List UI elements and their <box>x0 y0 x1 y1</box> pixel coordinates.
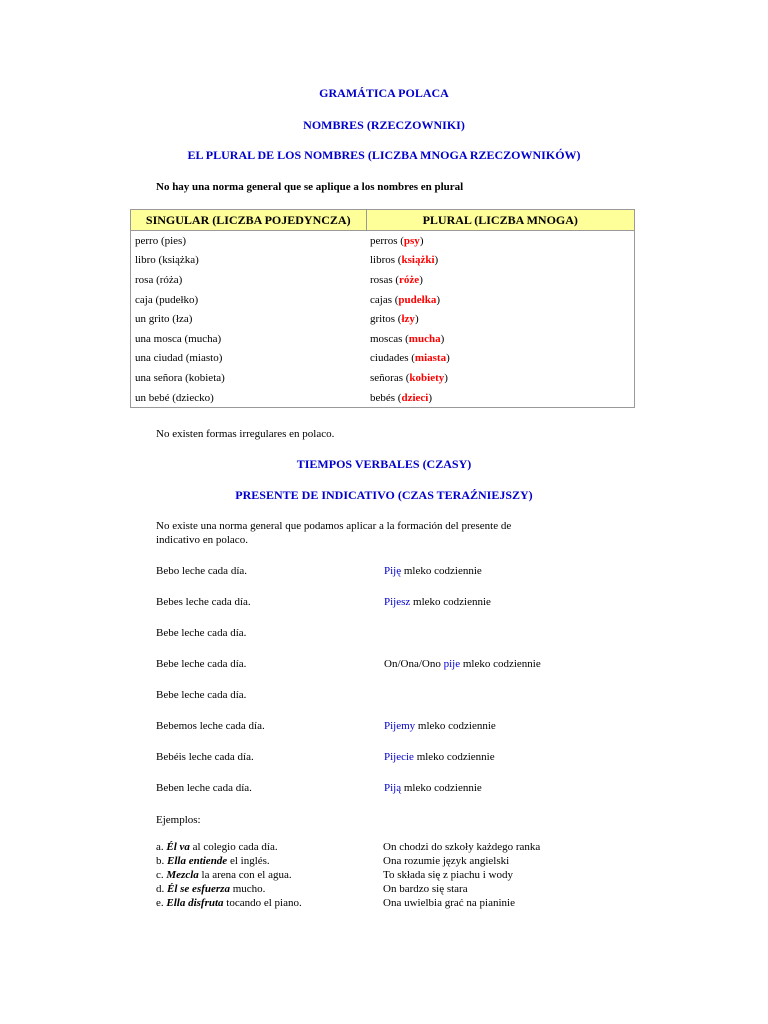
plural-polish: miasta <box>414 352 447 365</box>
plural-close: ) <box>414 313 419 326</box>
example-row <box>156 868 616 882</box>
example-spanish <box>156 868 292 882</box>
example-letter: b. <box>156 855 167 867</box>
plural-cell <box>366 251 635 271</box>
plural-cell <box>366 309 635 329</box>
example-letter: e. <box>156 897 167 909</box>
singular-cell: perro (pies) <box>135 234 187 247</box>
plural-spanish: moscas ( <box>370 332 409 345</box>
table-row <box>131 388 635 408</box>
example-rest: mucho. <box>229 883 266 895</box>
example-verb: Ella entiende <box>167 855 228 867</box>
example-polish: Ona uwielbia grać na pianinie <box>383 897 515 909</box>
plural-cell <box>366 349 635 369</box>
plural-close: ) <box>436 293 440 306</box>
verb-polish <box>384 720 496 732</box>
verb-polish <box>384 596 491 608</box>
example-rest: la arena con el agua. <box>198 869 292 881</box>
verb-spanish: Bebe leche cada día. <box>156 658 247 670</box>
singular-cell: caja (pudełko) <box>135 293 199 306</box>
example-spanish <box>156 840 278 854</box>
verb-spanish: Bebe leche cada día. <box>156 689 247 701</box>
example-polish: To składa się z piachu i wody <box>383 869 513 881</box>
plural-spanish: ciudades ( <box>370 352 415 365</box>
verb-row <box>156 627 576 641</box>
table-row <box>131 231 635 251</box>
verb-polish <box>384 751 495 763</box>
verb-spanish: Bebes leche cada día. <box>156 596 251 608</box>
verb-polish <box>384 782 482 794</box>
present-note-line-1: No existe una norma general que podamos aplicar a la formación del presente de <box>156 520 512 532</box>
plural-polish: róże <box>399 273 420 286</box>
plural-note: No hay una norma general que se aplique a los nombres en plural <box>156 181 464 193</box>
plural-close: ) <box>419 234 424 247</box>
example-polish: On bardzo się stara <box>383 883 468 895</box>
verb-spanish: Bebe leche cada día. <box>156 627 247 639</box>
example-spanish <box>156 896 302 910</box>
plural-spanish: señoras ( <box>370 371 410 384</box>
plural-cell <box>366 329 635 349</box>
plural-cell <box>366 368 635 388</box>
verb-form: Pijecie <box>384 751 414 763</box>
plural-polish: kobiety <box>409 371 445 384</box>
example-spanish <box>156 854 270 868</box>
verb-rest: mleko codziennie <box>401 782 482 794</box>
verb-rest: mleko codziennie <box>401 565 482 577</box>
verb-spanish: Beben leche cada día. <box>156 782 252 794</box>
verb-form: Piją <box>384 782 402 794</box>
singular-cell: un bebé (dziecko) <box>135 391 214 404</box>
heading-present: PRESENTE DE INDICATIVO (CZAS TERAŹNIEJSZY) <box>235 488 533 502</box>
verb-spanish: Bebéis leche cada día. <box>156 751 254 763</box>
verb-spanish: Bebo leche cada día. <box>156 565 248 577</box>
plural-table <box>130 209 635 408</box>
example-rest: tocando el piano. <box>223 897 302 909</box>
irregular-note: No existen formas irregulares en polaco. <box>156 428 335 440</box>
plural-spanish: libros ( <box>370 254 402 267</box>
verb-rest: mleko codziennie <box>410 596 491 608</box>
verb-row <box>156 596 576 610</box>
verb-prefix: On/Ona/Ono <box>384 658 444 670</box>
singular-cell: una ciudad (miasto) <box>135 352 223 365</box>
col-singular-header: SINGULAR (LICZBA POJEDYNCZA) <box>131 210 367 231</box>
verb-row <box>156 689 576 703</box>
document-title: GRAMÁTICA POLACA <box>319 86 449 100</box>
verb-form: Pijesz <box>384 596 411 608</box>
verb-rest: mleko codziennie <box>460 658 541 670</box>
table-row <box>131 270 635 290</box>
verb-rest: mleko codziennie <box>415 720 496 732</box>
example-row <box>156 854 616 868</box>
heading-tenses: TIEMPOS VERBALES (CZASY) <box>296 457 472 471</box>
plural-close: ) <box>419 273 423 286</box>
examples-list <box>156 840 616 910</box>
plural-cell <box>366 270 635 290</box>
plural-polish: mucha <box>408 332 441 345</box>
example-rest: al colegio cada día. <box>189 841 278 853</box>
examples-label: Ejemplos: <box>156 814 201 826</box>
example-letter: c. <box>156 869 167 881</box>
example-verb: Ella disfruta <box>166 897 224 909</box>
verb-form: Pijemy <box>384 720 416 732</box>
example-verb: Él se esfuerza <box>167 883 230 895</box>
plural-cell <box>366 290 635 310</box>
plural-polish: psy <box>403 234 420 247</box>
table-row <box>131 290 635 310</box>
verb-polish <box>384 658 541 670</box>
example-polish: Ona rozumie język angielski <box>383 855 510 867</box>
verb-form: Piję <box>384 565 402 577</box>
plural-close: ) <box>444 371 448 384</box>
plural-cell <box>366 388 635 408</box>
plural-spanish: gritos ( <box>370 313 402 326</box>
verb-row <box>156 720 576 734</box>
singular-cell: una señora (kobieta) <box>135 371 225 384</box>
table-row <box>131 251 635 271</box>
verb-row <box>156 782 576 796</box>
heading-nouns: NOMBRES (RZECZOWNIKI) <box>303 118 465 132</box>
plural-close: ) <box>446 352 450 365</box>
plural-polish: łzy <box>401 313 415 326</box>
singular-cell: libro (książka) <box>135 254 199 267</box>
plural-spanish: cajas ( <box>370 293 399 306</box>
example-polish: On chodzi do szkoły każdego ranka <box>383 841 541 853</box>
example-letter: d. <box>156 883 167 895</box>
example-rest: el inglés. <box>227 855 270 867</box>
table-row <box>131 329 635 349</box>
table-row <box>131 368 635 388</box>
plural-close: ) <box>428 391 433 404</box>
example-spanish <box>156 882 265 896</box>
verb-spanish: Bebemos leche cada día. <box>156 720 265 732</box>
example-verb: Mezcla <box>166 869 199 881</box>
plural-spanish: rosas ( <box>370 273 400 286</box>
plural-polish: pudełka <box>398 293 437 306</box>
singular-cell: un grito (łza) <box>135 313 193 326</box>
table-row <box>131 309 635 329</box>
example-row <box>156 882 616 896</box>
example-letter: a. <box>156 841 167 853</box>
verb-rest: mleko codziennie <box>413 751 495 763</box>
singular-cell: una mosca (mucha) <box>135 332 222 345</box>
present-note-line-2: indicativo en polaco. <box>156 534 248 546</box>
verb-row <box>156 658 576 672</box>
plural-spanish: perros ( <box>370 234 404 247</box>
table-row <box>131 349 635 369</box>
plural-close: ) <box>434 254 439 267</box>
plural-close: ) <box>440 332 445 345</box>
plural-polish: książki <box>401 254 435 267</box>
plural-spanish: bebés ( <box>370 391 402 404</box>
verb-polish <box>384 565 482 577</box>
singular-cell: rosa (róża) <box>135 273 183 286</box>
heading-plural: EL PLURAL DE LOS NOMBRES (LICZBA MNOGA RZECZOWNIKÓW) <box>187 148 581 162</box>
example-verb: Él va <box>166 841 190 853</box>
verb-form: pije <box>443 658 461 670</box>
col-plural-header: PLURAL (LICZBA MNOGA) <box>366 210 635 231</box>
verb-row <box>156 751 576 765</box>
plural-cell <box>366 231 635 251</box>
example-row <box>156 840 616 854</box>
example-row <box>156 896 616 910</box>
verb-row <box>156 565 576 579</box>
plural-polish: dzieci <box>401 391 429 404</box>
